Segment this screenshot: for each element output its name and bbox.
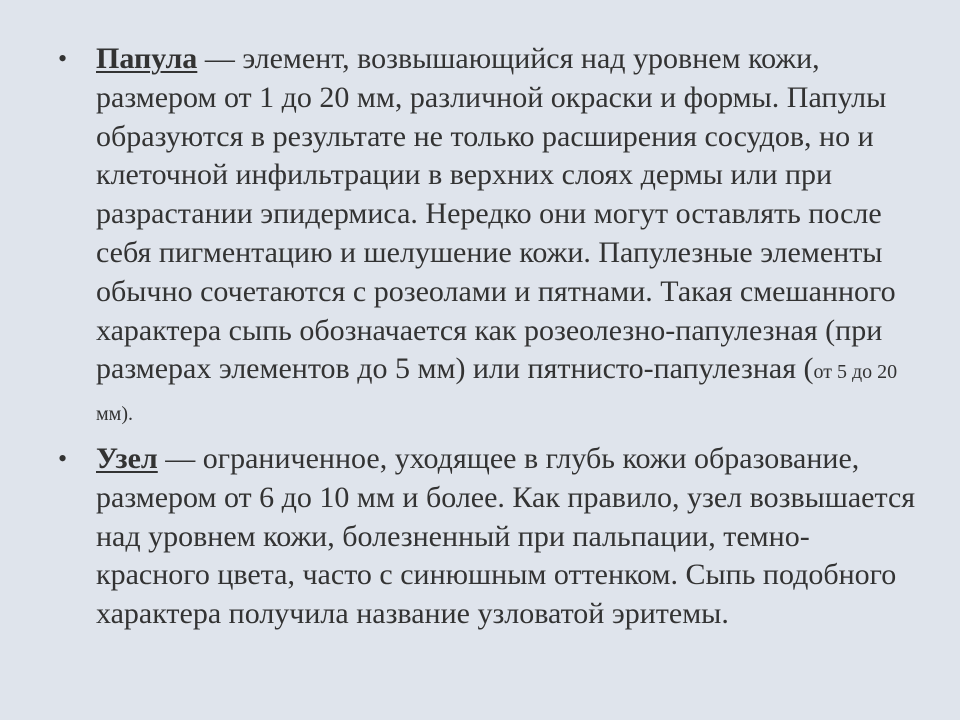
bullet-dot: • (58, 44, 68, 73)
term-papule: Папула (96, 42, 198, 75)
papule-size-note: от 5 до 20 мм). (96, 361, 898, 426)
papule-description: — элемент, возвышающийся над уровнем кожи, размером от 1 до 20 мм, различной окраски и формы. Папулы образуются в результате не только расширения сосудов, но и клеточной инфильтрации в верхних слоях дермы или при разрастании эпидермиса. Нередко они могут оставлять после себя пигментацию и шелушение кожи. Папулезные элементы обычно сочетаются с розеолами и пятнами. Такая смешанного характера сыпь обозначается как розеолезно-папулезная (при размерах элементов до 5 мм) или пятнисто-папулезная ( (96, 42, 896, 386)
term-node: Узел (96, 441, 158, 475)
bullet-dot: • (58, 443, 68, 473)
bullet-node (58, 440, 920, 634)
node-description: — ограниченное, уходящее в глубь кожи образование, размером от 6 до 10 мм и более. Как правило, узел возвышается над уровнем кожи, болезненный при пальпации, темно-красного цвета, часто с синюшным оттенком. Сыпь подобного характера получила название узловатой эритемы. (96, 441, 916, 631)
bullet-papule (58, 40, 920, 434)
